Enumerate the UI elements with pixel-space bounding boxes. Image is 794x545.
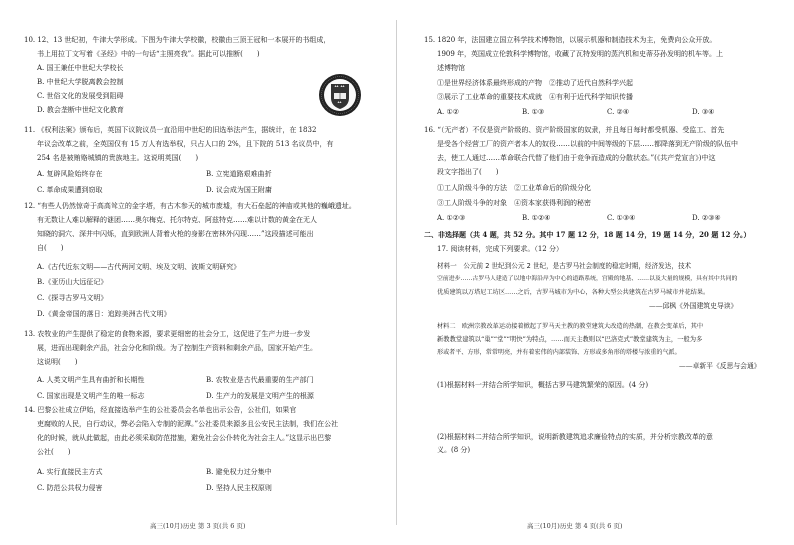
question-16-option-c[interactable]: C. ①③④ <box>607 214 636 222</box>
question-16-option-a[interactable]: A. ①②③ <box>437 214 466 222</box>
question-17-sub-2-line-2: 义。(8 分) <box>437 446 471 454</box>
question-13-option-c[interactable]: C. 国家出现是文明产生的唯一标志 <box>37 392 145 400</box>
question-16-line-1: 16. “（无产者）不仅是资产阶级的、资产阶级国家的奴隶，并且每日每时都受机器、受监工、首先 <box>424 126 725 134</box>
question-12-option-b[interactable]: B.《亚历山大远征记》 <box>37 278 108 286</box>
question-14-option-b[interactable]: B. 避免权力过分集中 <box>206 468 272 476</box>
question-14 <box>24 406 384 506</box>
question-12-line-2: 有无数让人难以解释的谜团……奥尔梅克、托尔特克、阿兹特克……难以计数的黄金在无人 <box>37 216 317 224</box>
material-1-source: ——邱枫《外国建筑史导读》 <box>649 302 738 310</box>
section-2-title: 二、非选择题（共 4 题，共 52 分。其中 17 题 12 分，18 题 14 分，19 题 14 分，20 题 12 分。） <box>424 230 751 239</box>
material-2-line-1: 材料二 欧洲宗教改革运动接着掀起了罗马天主教的教堂建筑大改造的热潮，在教会变革后，其中 <box>437 323 704 330</box>
section-2 <box>424 230 780 510</box>
question-10-option-d[interactable]: D. 教会垄断中世纪文化教育 <box>37 106 124 114</box>
question-11-line-1: 11. 《权利法案》颁布后，英国下议院议员一直沿用中世纪的旧选举法产生，据统计，在 1832 <box>24 126 317 134</box>
material-1-line-3: 优质建筑以万塔尼工坊区……之后，古罗马城市为中心，各种大型公共建筑在古罗马城市并花结果。 <box>437 289 710 296</box>
oxford-crest-image <box>318 73 362 117</box>
question-16-line-3: 去，使工人通过……革命联合代替了他们由于竞争而造成的分散状态。”(《共产党宣言》)中这 <box>437 154 716 162</box>
question-17-heading: 17. 阅读材料，完成下列要求。（12 分） <box>437 245 563 253</box>
question-17-sub-1: (1)根据材料一并结合所学知识，概括古罗马建筑繁荣的原因。(4 分) <box>437 381 649 389</box>
question-15-option-c[interactable]: C. ②④ <box>607 108 630 116</box>
question-15-option-a[interactable]: A. ①② <box>437 108 460 116</box>
question-14-option-d[interactable]: D. 坚持人民主权原则 <box>206 484 272 492</box>
question-10-option-c[interactable]: C. 世俗文化的发展受到阻碍 <box>37 92 124 100</box>
question-11-line-2: 年议会改革之前，全英国仅有 15 万人有选举权，只占人口的 2%，且下院的 513 名议员中，有 <box>37 140 334 148</box>
question-15 <box>424 36 780 126</box>
question-16-item-1: ①工人阶级斗争的方法 ②工业革命后的阶级分化 <box>437 184 591 192</box>
question-16-option-b[interactable]: B. ①②④ <box>522 214 551 222</box>
question-12-line-3: 知晓的洞穴、深井中闪烁，直到欧洲人背着火枪的身影在密林外闪现……”这段描述可能出 <box>37 230 314 238</box>
question-14-option-c[interactable]: C. 防范公共权力侵害 <box>37 484 103 492</box>
question-13-option-a[interactable]: A. 人类文明产生具有曲折和长期性 <box>37 376 145 384</box>
question-10-option-a[interactable]: A. 国王兼任中世纪大学校长 <box>37 64 124 72</box>
question-12-line-4: 自( ) <box>37 244 64 252</box>
material-1-line-2: 空前进步……古罗马人建造了以地中海沿岸为中心的道路系统，宫殿的地基、……以及大量的规模，具有其中共同的 <box>437 276 738 282</box>
question-12-line-1: 12. “有些人仍然惊奇于高高耸立的金字塔，有古木参天的城市废墟，有大石垒起的神庙或其他的巍峨遗址。 <box>24 202 356 210</box>
question-16-item-2: ③工人阶级斗争的对象 ④资本家获得利润的秘密 <box>437 199 591 207</box>
question-16 <box>424 126 780 226</box>
question-12-option-a[interactable]: A.《古代近东文明——古代两河文明、埃及文明、波斯文明研究》 <box>37 263 241 271</box>
question-13-option-b[interactable]: B. 农牧业是古代最重要的生产部门 <box>206 376 314 384</box>
question-15-line-3: 述博物馆 <box>437 64 465 72</box>
question-12-option-c[interactable]: C.《探寻古罗马文明》 <box>37 294 108 302</box>
answer-space-2[interactable] <box>437 458 777 508</box>
question-14-line-1: 14. 巴黎公社成立伊始，经直接选举产生的公社委员会名单也出示公告，公社们，如果官 <box>24 406 297 414</box>
question-12 <box>24 202 384 322</box>
question-11-line-3: 254 名是被贿赂城镇的贵族地主。这说明英国( ) <box>37 154 199 162</box>
question-16-option-d[interactable]: D. ②③④ <box>692 214 721 222</box>
question-11-option-d[interactable]: D. 议会成为国王附庸 <box>206 186 272 194</box>
material-2-line-2: 新教教堂建筑以“巢”“堂”“明快”为特点，……而天主教则以“巴洛克式”教堂建筑为主，一般为多 <box>437 336 703 343</box>
question-13-line-3: 这说明( ) <box>37 358 78 366</box>
question-14-line-4: 公社( ) <box>37 448 71 456</box>
question-11-option-c[interactable]: C. 革命成果遭到窃取 <box>37 186 103 194</box>
page-3-footer: 高三(10月)历史 第 3 页(共 6 页) <box>150 522 246 530</box>
question-13-line-1: 13. 农牧业的产生提供了稳定的食物来源，要求更细密的社会分工，这促进了生产力进一步发 <box>24 330 311 338</box>
question-15-item-2: ③展示了工业革命的重要技术成就 ④有利于近代科学知识传播 <box>437 93 633 101</box>
question-15-line-1: 15. 1820 年，法国建立国立科学技术博物馆，以展示机器和制造技术为主，免费向公众开放。 <box>424 36 717 44</box>
page-4 <box>397 0 794 545</box>
question-11-option-b[interactable]: B. 立宪道路艰难曲折 <box>206 170 272 178</box>
question-13-option-d[interactable]: D. 生产力的发展是文明产生的根源 <box>206 392 314 400</box>
answer-space-1[interactable] <box>437 393 777 431</box>
question-14-option-a[interactable]: A. 实行直接民主方式 <box>37 468 103 476</box>
question-16-line-4: 段文字指出了( ) <box>437 168 499 176</box>
question-13-line-2: 展，进而出现剩余产品，社会分化和阶级。为了控制生产资料和剩余产品，国家开始产生。 <box>37 344 317 352</box>
question-15-option-b[interactable]: B. ①③ <box>522 108 545 116</box>
question-17-sub-2-line-1: (2)根据材料二并结合所学知识，说明新教建筑追求廉俭特点的实质，并分析宗教改革的意 <box>437 433 713 441</box>
question-11 <box>24 126 384 206</box>
question-10-line-1: 10. 12、13 世纪初，牛津大学形成。下图为牛津大学校徽，校徽由三顶王冠和一本展开的书组成， <box>24 36 331 44</box>
material-2-source: ——卓新平《反思与会通》 <box>679 362 761 370</box>
question-11-option-a[interactable]: A. 复辟风险始终存在 <box>37 170 103 178</box>
question-14-line-2: 吏腐败的人民，自行动议，弊必会陷入专制的泥潭。”公社委员来源多且公安民主法制，我们在公社 <box>37 420 339 428</box>
question-15-line-2: 1909 年，英国成立伦敦科学博物馆，收藏了瓦特发明的蒸汽机和史蒂芬孙发明的机车等。上 <box>437 50 724 58</box>
page-4-footer: 高三(10月)历史 第 4 页(共 6 页) <box>527 522 623 530</box>
question-10-line-2: 书上用拉丁文写着《圣经》中的一句话“主照亮我”。据此可以推断( ) <box>37 50 260 58</box>
question-12-option-d[interactable]: D.《黄金帝国的落日：追踪美洲古代文明》 <box>37 310 171 318</box>
material-2-line-3: 形或者平、方形，常常明亮，并有着宏伟的内部装饰、方形或多角形的塔楼与浓重的气派。 <box>437 349 681 356</box>
question-16-line-2: 是受各个经营工厂的资产者本人的奴役……以前的中间等级的下层……都降落到无产阶级的队伍中 <box>437 140 738 148</box>
question-13 <box>24 330 384 410</box>
question-15-option-d[interactable]: D. ③④ <box>692 108 715 116</box>
question-10-option-b[interactable]: B. 中世纪大学脱离教会控制 <box>37 78 124 86</box>
material-1-line-1: 材料一 公元前 2 世纪到公元 2 世纪，是古罗马社会制度的稳定时期，经济发达，技术 <box>437 262 692 270</box>
question-14-line-3: 化的时候，就从此做起，由此必须采取防范措施，避免社会公仆转化为社会主人。”这显示出巴黎 <box>37 434 332 442</box>
question-15-item-1: ①是世界经济体系最终形成的产物 ②推动了近代自然科学兴起 <box>437 79 633 87</box>
